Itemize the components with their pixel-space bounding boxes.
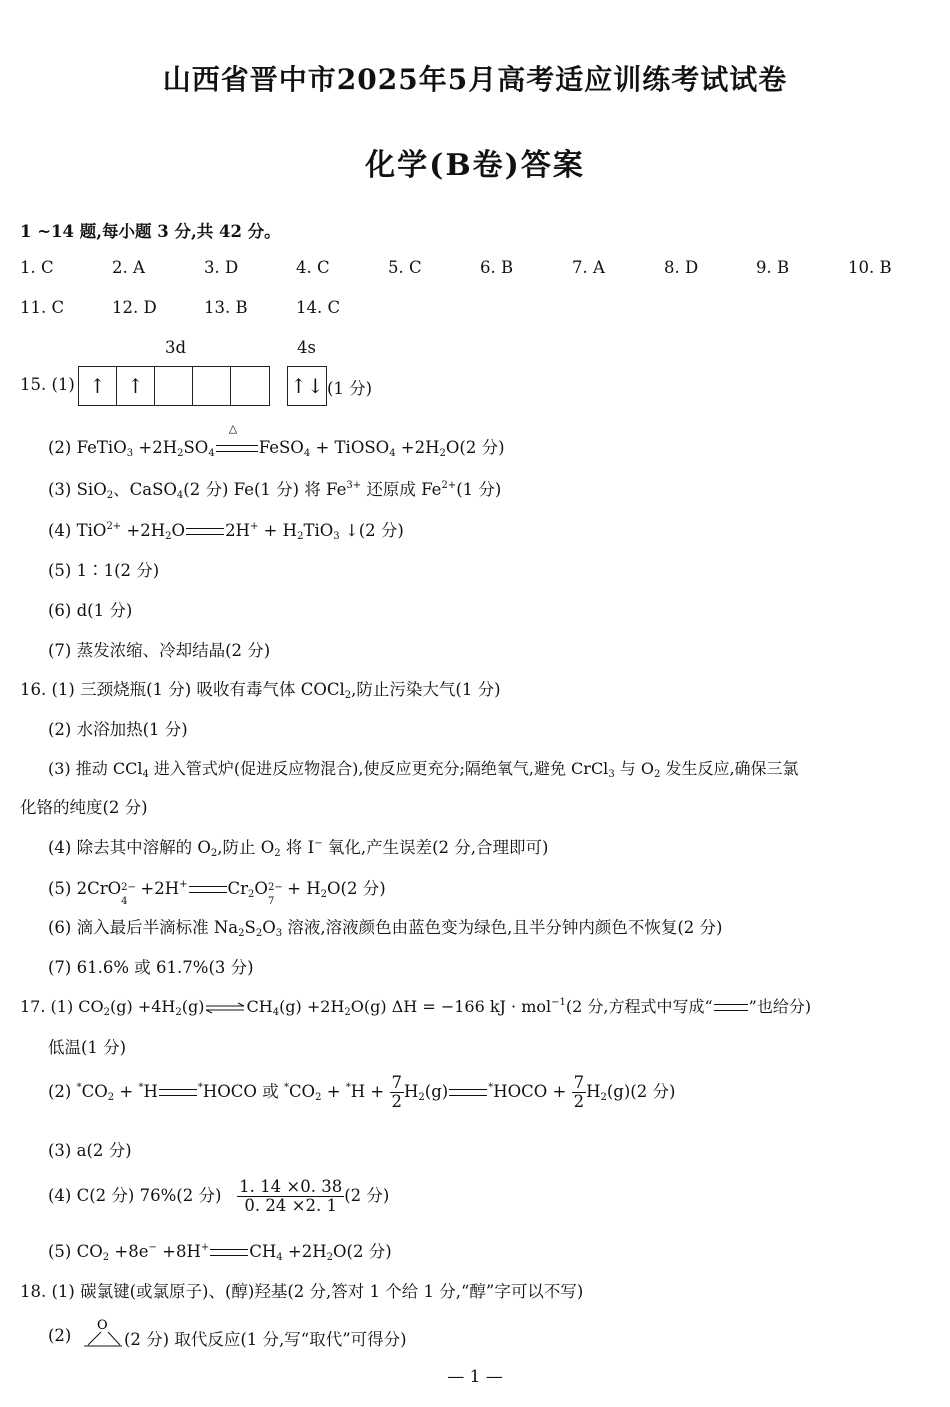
orbital-3d-label: 3d — [165, 338, 187, 357]
q18-p1: 18. (1) 碳氯键(或氯原子)、(醇)羟基(2 分,答对 1 个给 1 分,“醇”字可以不写) — [20, 1282, 584, 1301]
q15-p1-score: (1 分) — [327, 379, 373, 398]
equals-sign — [189, 886, 227, 893]
q16-p4: (4) 除去其中溶解的 $O_2$,防止 $O_2$ 将 I− 氧化,产生误差(2 分,合理即可) — [48, 838, 549, 859]
document-title: 山西省晋中市2025年5月高考适应训练考试试卷 — [162, 63, 788, 96]
q17-p4: (4) C(2 分) 76%(2 分) $\frac{1. 14 \times 0. 38}{0. 24 \times 2. 1}$ (2 分) — [48, 1177, 390, 1215]
mc-answer-item: 14. C — [296, 298, 341, 317]
mc-answer-item: 5. C — [388, 258, 422, 277]
mc-answer-item: 12. D — [112, 298, 157, 317]
q16-p6: (6) 滴入最后半滴标准 $Na_2S_2O_3$ 溶液,溶液颜色由蓝色变为绿色,且半分钟内颜色不恢复(2 分) — [48, 918, 723, 939]
q17-p3: (3) a(2 分) — [48, 1141, 132, 1160]
reversible-arrow-icon — [205, 1002, 245, 1014]
mc-answer-item: 3. D — [204, 258, 239, 277]
orbital-3d-cell: ↑ — [79, 367, 117, 405]
equals-sign — [714, 1004, 748, 1011]
fraction: $\frac{1. 14 \times 0. 38}{0. 24 \times 2. 1}$ — [239, 1177, 343, 1215]
q18-p2-label: (2) — [48, 1326, 72, 1345]
mc-answer-item: 6. B — [480, 258, 514, 277]
equals-sign — [210, 1249, 248, 1256]
q17-p2: (2) $^*CO_2 + ^*H$ *HOCO 或 $^*CO_2 + ^*H$ + $\frac{7}{2}$ $H_2(g)$ *HOCO + $\frac{7}{2}$ $H_2(g)(2$ 分) — [48, 1073, 676, 1111]
q17-p1: 17. (1) $CO_2(g) +4H_2(g)$ $CH_4(g) +2H_2O(g) \Delta H = -166$ kJ · mol$^{-1}$(2 分,方程式中写成“ ”也给分) — [20, 997, 812, 1018]
mc-answer-item: 1. C — [20, 258, 54, 277]
q15-p3: (3) SiO$_2$、CaSO$_4$(2 分) Fe(1 分) 将 $Fe^{3+}$ 还原成 $Fe^{2+}(1$ 分) — [48, 480, 502, 501]
mc-answer-item: 4. C — [296, 258, 330, 277]
q16-p7: (7) 61.6% 或 61.7%(3 分) — [48, 958, 254, 977]
equals-sign — [216, 445, 258, 452]
equals-sign — [186, 528, 224, 535]
orbital-4s-diagram — [287, 366, 327, 406]
mc-answer-item: 11. C — [20, 298, 65, 317]
q16-p5: (5) 2CrO 2− 4 +2H+ $Cr_2O$ 2− 7 + $H_2O(2$ 分) — [48, 879, 386, 907]
q15-p7: (7) 蒸发浓缩、冷却结晶(2 分) — [48, 641, 271, 660]
q15-p6: (6) d(1 分) — [48, 601, 133, 620]
mc-answer-item: 8. D — [664, 258, 699, 277]
orbital-4s-cell: ↑↓ — [290, 374, 324, 398]
q15-p2: (2) FeTiO$_3$ $+2H_2SO_4$ △ FeSO$_4$ + TiOSO$_4$ $+2H_2O(2$ 分) — [48, 422, 505, 459]
q15-number: 15. (1) — [20, 375, 75, 394]
equals-sign — [449, 1089, 487, 1096]
mc-answer-item: 9. B — [756, 258, 790, 277]
heat-symbol: △ — [228, 422, 238, 435]
orbital-3d-cell — [231, 367, 268, 405]
q15-p5: (5) 1∶1(2 分) — [48, 561, 160, 580]
mc-answer-item: 2. A — [112, 258, 145, 277]
mc-answer-item: 13. B — [204, 298, 248, 317]
orbital-3d-cell: ↑ — [117, 367, 155, 405]
orbital-3d-diagram — [78, 366, 270, 406]
page-number: — 1 — — [447, 1367, 503, 1387]
orbital-4s-label: 4s — [297, 338, 316, 357]
orbital-3d-cell — [193, 367, 231, 405]
equals-sign — [159, 1089, 197, 1096]
q16-p2: (2) 水浴加热(1 分) — [48, 720, 188, 739]
orbital-3d-cell — [155, 367, 193, 405]
mc-answer-item: 10. B — [848, 258, 892, 277]
q17-p5: (5) $CO_2 +8e^- +8H^+$ $CH_4 +2H_2O(2$ 分) — [48, 1242, 392, 1263]
mc-answer-item: 7. A — [572, 258, 605, 277]
fraction: $\frac{7}{2}$ — [573, 1073, 585, 1111]
q16-p1: 16. (1) 三颈烧瓶(1 分) 吸收有毒气体 COCl$_2$,防止污染大气(1 分) — [20, 680, 501, 701]
q15-p4: (4) $TiO^{2+} +2H_2O$ $2H^+ + H_2TiO_3$ ↓(2 分) — [48, 521, 404, 542]
section-intro: 1 ~14 题,每小题 3 分,共 42 分。 — [20, 222, 281, 241]
q18-p2: (2 分) 取代反应(1 分,写“取代”可得分) — [124, 1330, 407, 1349]
q17-p1-continued: 低温(1 分) — [48, 1038, 127, 1057]
oxygen-atom-label: O — [97, 1318, 108, 1333]
q16-p3: (3) 推动 CCl$_4$ 进入管式炉(促进反应物混合),使反应更充分;隔绝氧气,避免 CrCl$_3$ 与 $O_2$ 发生反应,确保三氯 — [48, 759, 799, 780]
epoxide-structure-icon — [82, 1318, 124, 1350]
q16-p3-continued: 化铬的纯度(2 分) — [20, 798, 148, 817]
fraction: $\frac{7}{2}$ — [391, 1073, 403, 1111]
document-subtitle: 化学(B卷)答案 — [365, 148, 585, 183]
